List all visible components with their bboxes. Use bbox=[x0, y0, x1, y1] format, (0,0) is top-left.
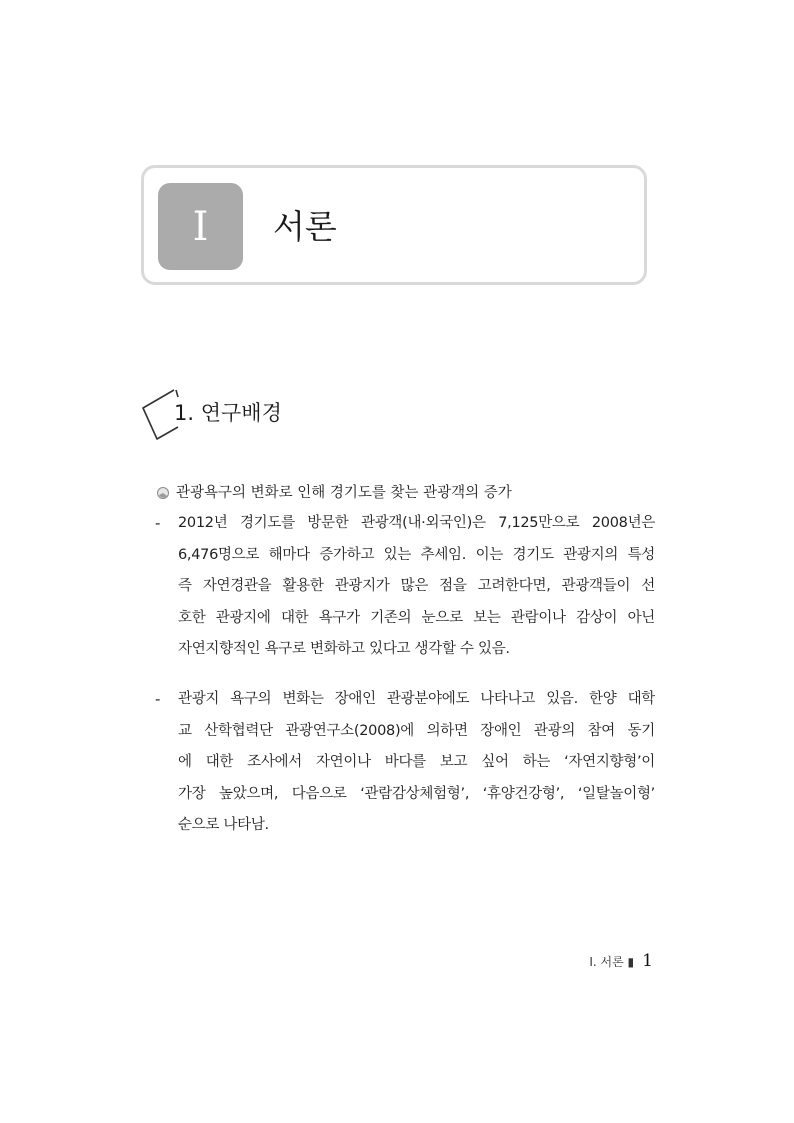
paragraph-line: 즉 자연경관을 활용한 관광지가 많은 점을 고려한다면, 관광객들이 선 bbox=[178, 578, 655, 594]
footer-chapter-label: Ⅰ. 서론 ▮ bbox=[589, 954, 635, 969]
circle-bullet-icon bbox=[156, 486, 170, 500]
paragraph-line: 2012년 경기도를 방문한 관광객(내·외국인)은 7,125만으로 2008년은 bbox=[178, 515, 655, 531]
paragraph-line: 가장 높았으며, 다음으로 ‘관람감상체험형’, ‘휴양건강형’, ‘일탈놀이형’ bbox=[178, 785, 655, 802]
paragraph-item bbox=[155, 508, 655, 666]
page-number: 1 bbox=[642, 951, 653, 971]
paragraph-line: 순으로 나타남. bbox=[178, 817, 269, 833]
dash-marker: - bbox=[155, 690, 161, 708]
chapter-header bbox=[141, 165, 647, 285]
paragraph-line: 관광지 욕구의 변화는 장애인 관광분야에도 나타나고 있음. 한양 대학 bbox=[178, 691, 655, 707]
dash-marker: - bbox=[155, 514, 161, 532]
paragraph-line: 호한 관광지에 대한 욕구가 기존의 눈으로 보는 관람이나 감상이 아닌 bbox=[178, 609, 655, 626]
paragraph-line: 6,476명으로 해마다 증가하고 있는 추세임. 이는 경기도 관광지의 특성 bbox=[178, 546, 655, 563]
paragraph-item bbox=[155, 684, 655, 842]
bullet-heading-text: 관광욕구의 변화로 인해 경기도를 찾는 관광객의 증가 bbox=[176, 485, 512, 501]
page-footer bbox=[589, 951, 653, 971]
paragraph-line: 교 산학협력단 관광연구소(2008)에 의하면 장애인 관광의 참여 동기 bbox=[178, 722, 655, 739]
paragraph-line: 자연지향적인 욕구로 변화하고 있다고 생각할 수 있음. bbox=[178, 641, 510, 657]
section-heading bbox=[140, 388, 560, 444]
chapter-number-badge bbox=[158, 183, 243, 270]
section-title: 1. 연구배경 bbox=[174, 401, 282, 425]
chapter-numeral: Ⅰ bbox=[192, 203, 209, 250]
chapter-title: 서론 bbox=[273, 207, 337, 246]
paragraph-line: 에 대한 조사에서 자연이나 바다를 보고 싶어 하는 ‘자연지향형’이 bbox=[178, 754, 655, 770]
